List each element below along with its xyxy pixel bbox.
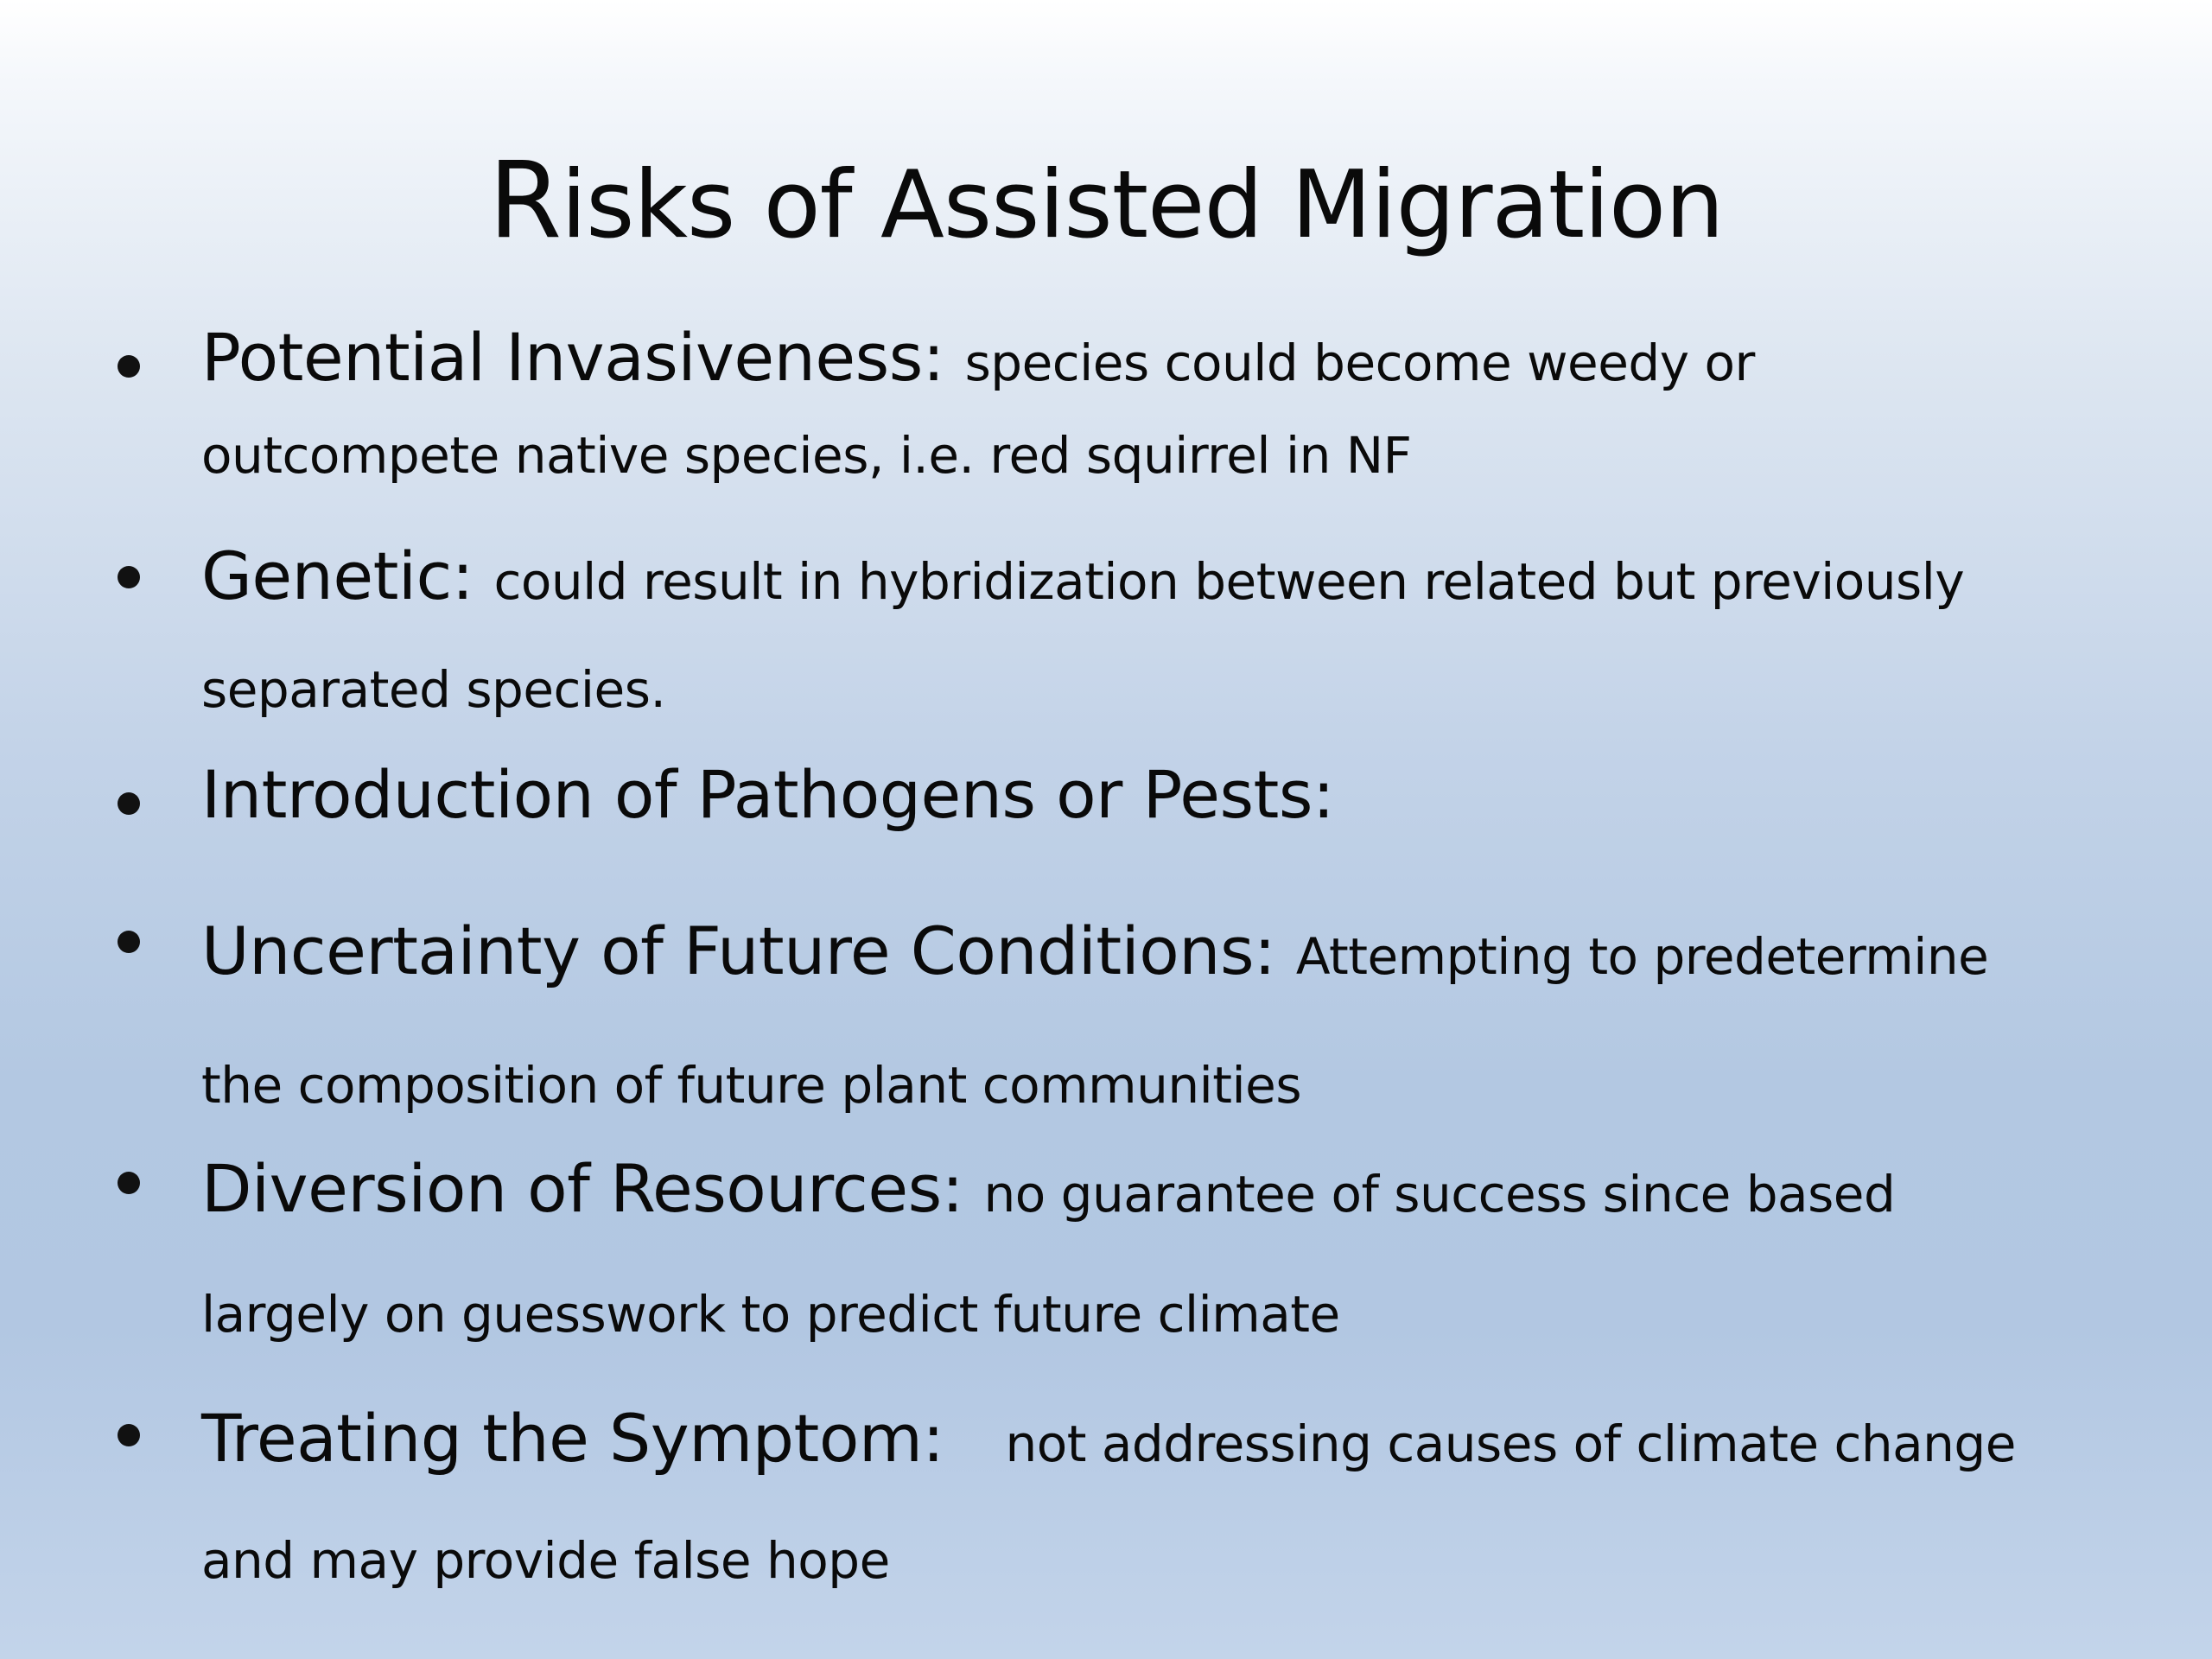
bullet-separator: : bbox=[451, 537, 494, 614]
bullet-text bbox=[201, 1135, 2076, 1369]
bullet-text bbox=[201, 893, 2076, 1143]
bullet-description: Attempting to predetermine bbox=[1295, 927, 1989, 986]
bullet-text bbox=[201, 755, 2076, 853]
bullet-dot-icon bbox=[118, 355, 140, 378]
bullet-text bbox=[201, 1387, 2076, 1612]
bullet-separator: : bbox=[941, 1150, 984, 1227]
bullet-separator: : bbox=[1312, 756, 1335, 833]
slide-title-initial: R bbox=[488, 139, 562, 262]
bullet-dot-icon bbox=[118, 792, 140, 815]
bullet-description: not addressing causes of climate change bbox=[1005, 1414, 2016, 1473]
bullet-text bbox=[201, 318, 2076, 495]
bullet-heading: Uncertainty of Future Conditions bbox=[201, 912, 1255, 989]
bullet-description-continued: and may provide false hope bbox=[201, 1531, 890, 1590]
bullet-heading: Treating the Symptom bbox=[201, 1400, 923, 1477]
bullet-description-continued: the composition of future plant communities bbox=[201, 1056, 1302, 1115]
bullet-description-continued: separated species. bbox=[201, 660, 666, 719]
bullet-dot-icon bbox=[118, 1424, 140, 1446]
bullet-description: no guarantee of success since based bbox=[983, 1165, 1896, 1224]
bullet-separator: : bbox=[922, 1400, 1006, 1477]
slide-title bbox=[0, 139, 2212, 262]
bullet-description-continued: largely on guesswork to predict future climate bbox=[201, 1285, 1340, 1344]
bullet-heading: Potential Invasiveness bbox=[201, 319, 923, 396]
bullet-description-continued: outcompete native species, i.e. red squirrel in NF bbox=[201, 426, 1412, 485]
bullet-text bbox=[201, 529, 2076, 737]
bullet-heading: Diversion of Resources bbox=[201, 1150, 942, 1227]
bullet-separator: : bbox=[1254, 912, 1296, 989]
bullet-dot-icon bbox=[118, 1172, 140, 1194]
bullet-description: species could become weedy or bbox=[964, 334, 1755, 392]
bullet-dot-icon bbox=[118, 931, 140, 953]
bullet-heading: Genetic bbox=[201, 537, 452, 614]
bullet-heading: Introduction of Pathogens or Pests bbox=[201, 756, 1313, 833]
bullet-description: could result in hybridization between related but previously bbox=[493, 552, 1965, 611]
bullet-dot-icon bbox=[118, 566, 140, 588]
slide-title-rest: isks of Assisted Migration bbox=[561, 151, 1724, 259]
bullet-separator: : bbox=[922, 319, 965, 396]
